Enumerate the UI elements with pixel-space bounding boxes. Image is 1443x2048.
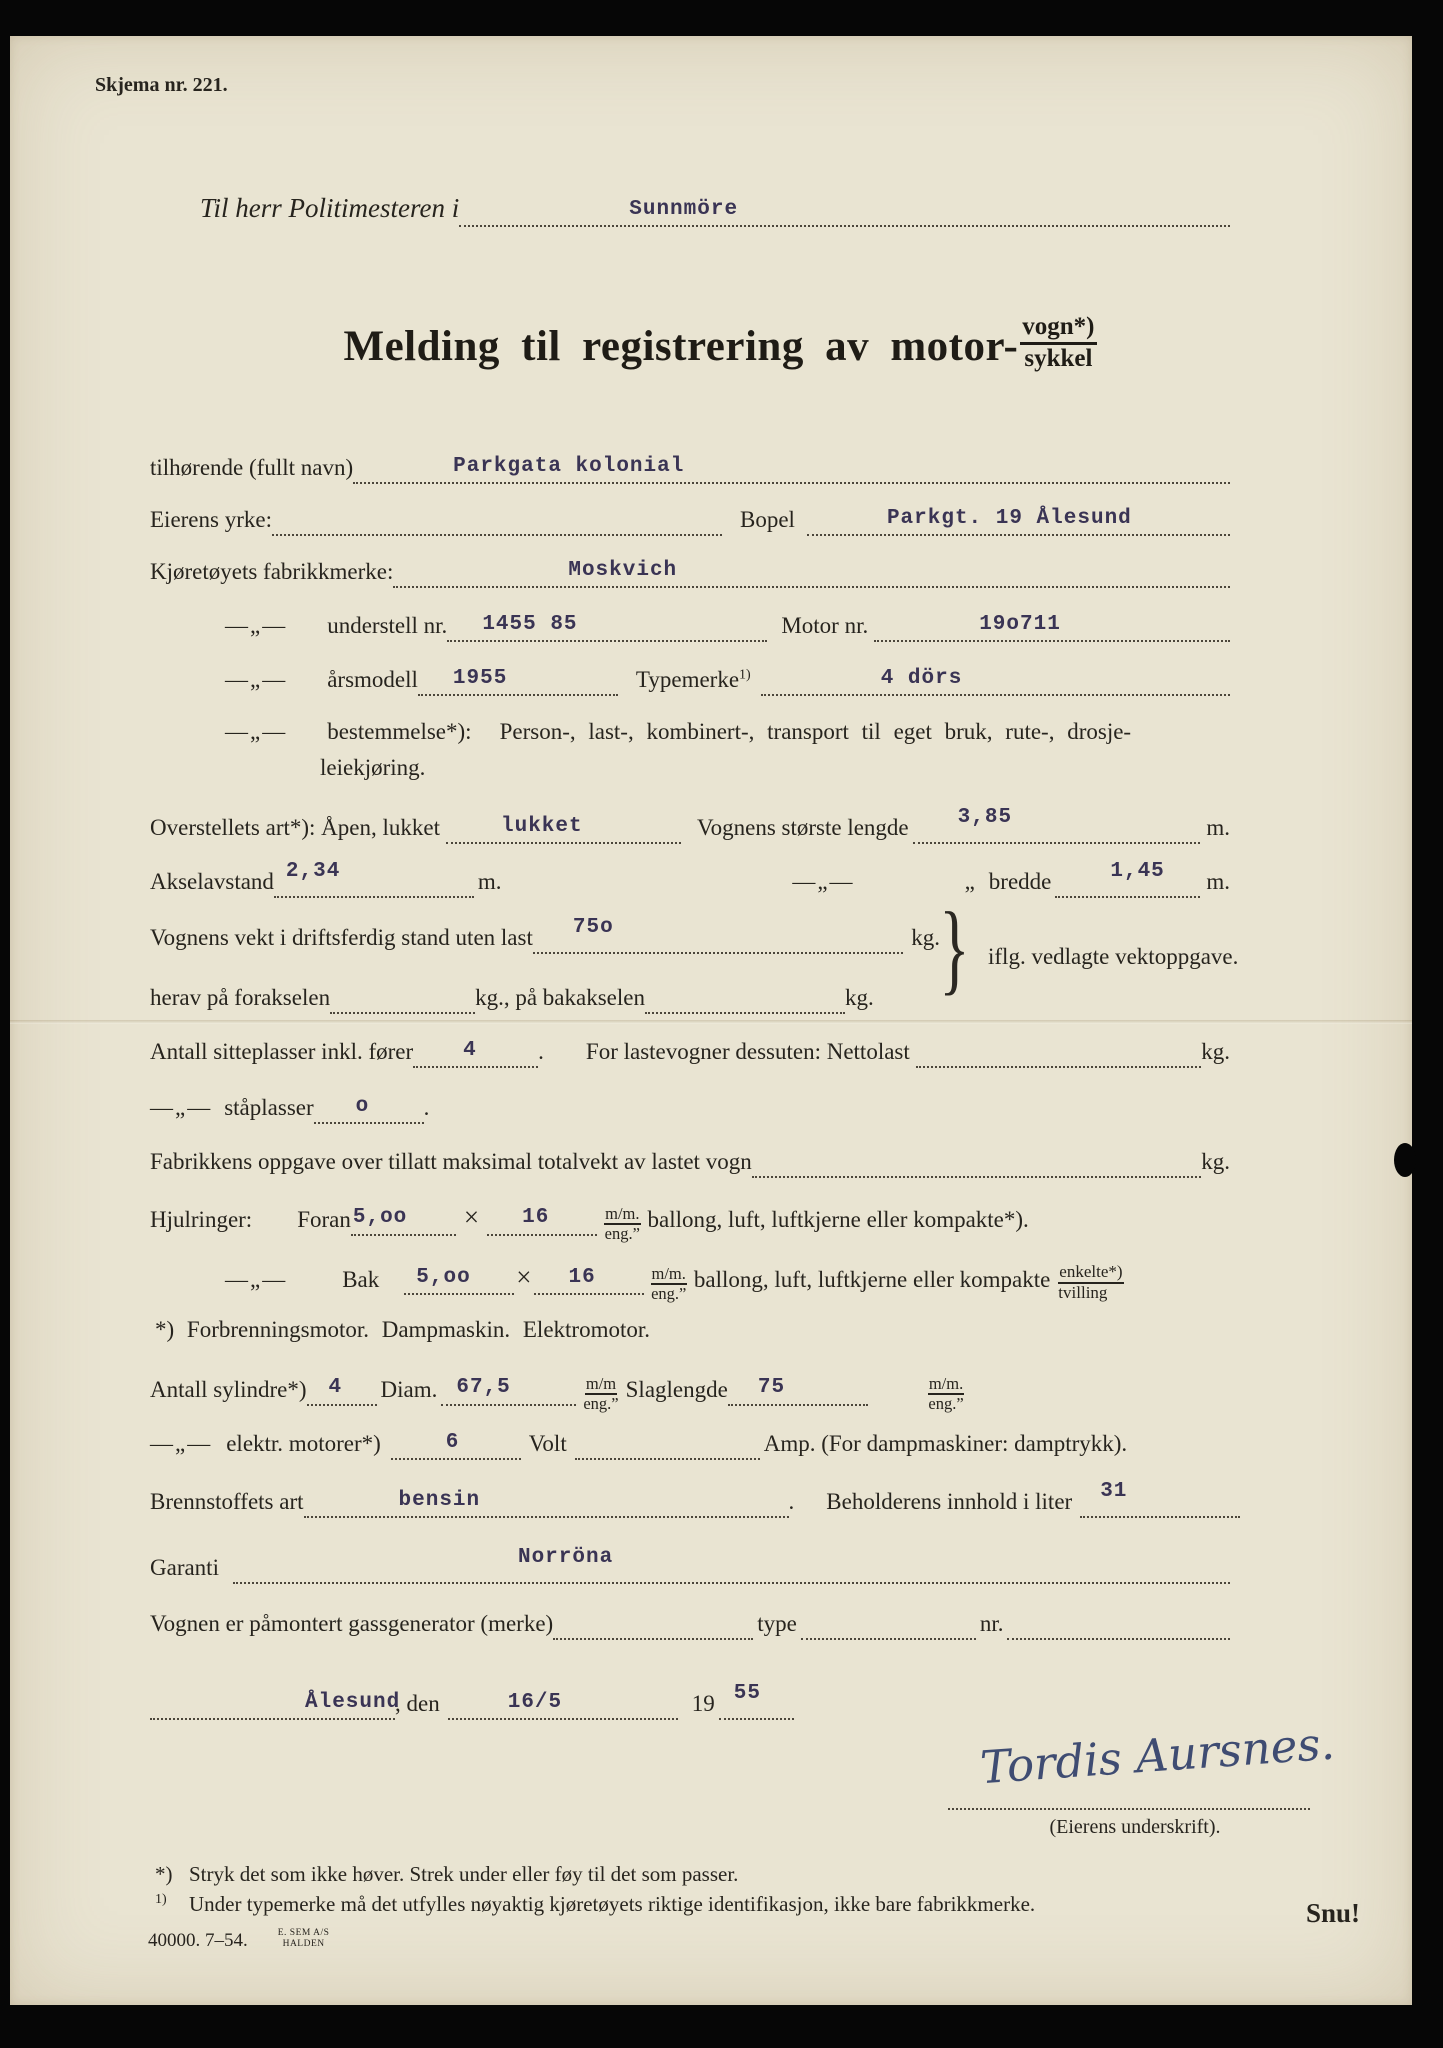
curb-weight-unit: kg.	[911, 925, 940, 951]
wheelbase-value: 2,34	[285, 859, 341, 883]
type-mark-value: 4 dörs	[880, 666, 963, 690]
date-field	[448, 1688, 678, 1720]
electric-motor-row	[150, 1428, 1230, 1460]
model-year-row	[225, 664, 1230, 696]
cylinders-label: Antall sylindre*)	[150, 1376, 307, 1402]
unit-fraction	[651, 1265, 687, 1303]
year-prefix: 19	[691, 1691, 715, 1717]
tires-front-size-value: 5,oo	[352, 1206, 408, 1230]
tank-field	[1080, 1479, 1240, 1518]
tires-front-row	[150, 1198, 1290, 1243]
ditto-mark: —„—	[150, 1431, 213, 1457]
electric-label: elektr. motorer*)	[226, 1431, 381, 1457]
tires-rear-size-value: 5,oo	[416, 1266, 471, 1290]
engine-number-field	[874, 610, 1230, 642]
seats-value: 4	[463, 1038, 477, 1062]
paper-edge-tear	[1394, 1143, 1416, 1177]
front-axle-field	[330, 982, 475, 1014]
occupation-field	[272, 504, 722, 536]
year-field	[719, 1681, 794, 1720]
tires-front-diameter-value: 16	[522, 1206, 550, 1230]
net-load-field	[916, 1036, 1201, 1068]
max-weight-field	[752, 1146, 1202, 1178]
length-value: 3,85	[957, 805, 1013, 829]
footnote-mark: *)	[155, 1862, 173, 1886]
tires-rear-diameter-field	[534, 1263, 644, 1295]
unit-fraction	[928, 1375, 964, 1413]
ditto-mark: —„—	[225, 1266, 288, 1292]
date-den-label: , den	[395, 1691, 440, 1717]
engine-type-note-text: *) Forbrenningsmotor. Dampmaskin. Elektromotor.	[155, 1317, 651, 1342]
length-field	[913, 805, 1201, 844]
wheelbase-label: Akselavstand	[150, 869, 274, 895]
fraction-bottom: eng.”	[583, 1393, 619, 1413]
diameter-value: 67,5	[456, 1376, 511, 1400]
wheelbase-unit: m.	[477, 869, 502, 895]
curb-weight-row	[150, 915, 940, 954]
ditto-mark: —„—	[225, 667, 288, 693]
purpose-row	[225, 718, 1230, 748]
gas-generator-make-field	[553, 1608, 753, 1640]
chassis-field	[447, 610, 767, 642]
seats-row	[150, 1036, 1230, 1068]
body-type-value: lukket	[500, 814, 583, 838]
handwritten-signature: Tordis Aursnes.	[978, 1716, 1337, 1795]
title-main: Melding til registrering av motor-	[343, 322, 1019, 370]
standing-value: o	[355, 1094, 370, 1118]
gas-generator-nr-label: nr.	[979, 1611, 1004, 1637]
footnote-one	[155, 1892, 1325, 1917]
footnote-asterisk	[155, 1862, 1265, 1887]
width-value: 1,45	[1110, 859, 1165, 883]
form-number: Skjema nr. 221.	[95, 74, 228, 96]
tires-front-diameter-field	[487, 1204, 597, 1236]
curb-weight-field	[533, 915, 903, 954]
make-label: Kjøretøyets fabrikkmerke:	[150, 559, 394, 585]
curb-weight-value: 75o	[572, 915, 614, 939]
max-weight-label: Fabrikkens oppgave over tillatt maksimal totalvekt av lastet vogn	[150, 1149, 752, 1175]
title-fraction-top: vogn*)	[1020, 313, 1096, 345]
single-twin-stack	[1058, 1263, 1123, 1302]
owner-row	[150, 452, 1230, 484]
standing-period: .	[423, 1095, 430, 1121]
seats-field	[413, 1036, 538, 1068]
engine-type-note	[155, 1316, 650, 1346]
chassis-row	[225, 610, 1230, 642]
width-field	[1055, 859, 1200, 898]
volt-label: Volt	[528, 1431, 567, 1457]
place-value: Ålesund	[305, 1690, 401, 1714]
addressee-label: Til herr Politimesteren i	[200, 193, 460, 223]
unit-fraction	[604, 1205, 640, 1243]
date-value: 16/5	[507, 1690, 563, 1714]
printer-name	[278, 1928, 330, 1950]
curb-weight-label: Vognens vekt i driftsferdig stand uten last	[150, 925, 533, 951]
title-fraction	[1020, 313, 1096, 374]
max-weight-row	[150, 1146, 1230, 1178]
type-mark-label: Typemerke$^{1)}$	[635, 667, 751, 693]
diameter-field	[441, 1374, 576, 1406]
addressee-value: Sunnmöre	[629, 197, 739, 221]
stroke-label: Slaglengde	[625, 1376, 728, 1402]
stack-bottom: tvilling	[1058, 1282, 1108, 1302]
residence-label: Bopel	[739, 507, 795, 533]
seats-label: Antall sitteplasser inkl. fører	[150, 1039, 414, 1065]
rear-axle-field	[645, 982, 845, 1014]
ditto-quote: „	[964, 869, 975, 895]
owner-field	[353, 452, 1230, 484]
tires-rear-size-field	[404, 1263, 514, 1295]
fraction-top: m/m.	[605, 1204, 640, 1223]
width-label: bredde	[988, 869, 1052, 895]
rear-axle-unit: kg.	[844, 985, 874, 1011]
gas-generator-label: Vognen er påmontert gassgenerator (merke)	[150, 1611, 554, 1637]
cylinders-field	[307, 1374, 377, 1406]
standing-label: ståplasser	[224, 1095, 314, 1121]
stack-top: enkelte*)	[1058, 1263, 1123, 1284]
standing-places-row	[150, 1092, 510, 1124]
occupation-label: Eierens yrke:	[150, 507, 272, 533]
fraction-top: m/m.	[651, 1263, 686, 1283]
tires-front-label: Foran	[297, 1206, 351, 1232]
tires-label: Hjulringer:	[150, 1206, 253, 1232]
length-label: Vognens største lengde	[696, 815, 909, 841]
place-field	[150, 1688, 401, 1720]
wheelbase-field	[274, 859, 474, 898]
footnote-text: Stryk det som ikke høver. Strek under eller føy til det som passer.	[189, 1862, 739, 1886]
year-value: 55	[733, 1681, 761, 1705]
length-unit: m.	[1206, 815, 1230, 841]
unit-fraction	[583, 1375, 618, 1413]
owner-value: Parkgata kolonial	[453, 454, 685, 478]
ditto-mark: —„—	[225, 613, 288, 639]
purpose-text: Person-, last-, kombinert-, transport til eget bruk, rute-, drosje-	[499, 719, 1132, 744]
printer-name-line: E. SEM A/S	[277, 1928, 330, 1938]
warranty-field	[233, 1545, 1230, 1584]
tires-front-size-field	[351, 1204, 456, 1236]
purpose-text-continued: leiekjøring.	[320, 755, 426, 780]
stroke-value: 75	[757, 1376, 786, 1400]
fraction-top: m/m.	[928, 1374, 964, 1393]
fuel-row	[150, 1479, 1240, 1518]
printer-edition: 40000. 7–54.	[148, 1930, 248, 1951]
standing-field	[314, 1092, 424, 1124]
spacer	[502, 868, 793, 898]
tank-value: 31	[1100, 1479, 1128, 1503]
volt-field	[391, 1428, 521, 1460]
times-sign: ×	[463, 1201, 480, 1232]
diameter-label: Diam.	[380, 1376, 438, 1402]
amp-field	[575, 1428, 760, 1460]
turn-page-label: Snu!	[1306, 1898, 1361, 1928]
type-mark-field	[761, 664, 1230, 696]
net-load-unit: kg.	[1201, 1039, 1230, 1065]
stroke-field	[728, 1374, 868, 1406]
body-type-label: Overstellets art*): Åpen, lukket	[150, 815, 440, 841]
gas-generator-nr-field	[1007, 1608, 1230, 1640]
warranty-row	[150, 1545, 1230, 1584]
date-row	[150, 1681, 1010, 1720]
gas-generator-type-label: type	[757, 1611, 797, 1637]
net-load-label: For lastevogner dessuten: Nettolast	[585, 1039, 910, 1065]
cylinders-row	[150, 1368, 1160, 1413]
occupation-residence-row	[150, 504, 1230, 536]
residence-field	[807, 504, 1230, 536]
cylinders-value: 4	[328, 1376, 343, 1400]
signature-line	[948, 1808, 1310, 1810]
weight-note: iflg. vedlagte vektoppgave.	[988, 944, 1239, 969]
tires-front-text: ballong, luft, luftkjerne eller kompakte*).	[647, 1206, 1029, 1232]
model-year-field	[418, 664, 618, 696]
make-row	[150, 556, 1230, 588]
body-type-field	[446, 812, 681, 844]
fuel-period: .	[788, 1489, 795, 1515]
fraction-bottom: eng.”	[604, 1223, 640, 1243]
warranty-value: Norröna	[517, 1545, 614, 1569]
purpose-label: bestemmelse*):	[327, 719, 472, 744]
addressee-row	[200, 192, 1230, 227]
owner-label: tilhørende (fullt navn)	[150, 455, 354, 481]
engine-number-label: Motor nr.	[781, 613, 869, 639]
type-mark-footnote-ref: 1)	[739, 667, 751, 683]
volt-value: 6	[445, 1430, 460, 1454]
ditto-mark: —„—	[150, 1095, 213, 1121]
footnote-text: Under typemerke må det utfylles nøyaktig kjøretøyets riktige identifikasjon, ikke bare fabrikkmerke.	[189, 1892, 1036, 1916]
ditto-mark: —„—	[225, 719, 288, 744]
signature-caption: (Eierens underskrift).	[1049, 1816, 1221, 1838]
model-year-value: 1955	[452, 666, 508, 690]
fraction-top: m/m	[585, 1374, 617, 1393]
fuel-field	[304, 1486, 789, 1518]
tires-rear-text: ballong, luft, luftkjerne eller kompakte	[693, 1266, 1051, 1292]
chassis-value: 1455 85	[482, 612, 578, 636]
gas-generator-row	[150, 1608, 1230, 1640]
make-field	[393, 556, 1230, 588]
page-title	[160, 313, 1280, 377]
title-fraction-bottom: sykkel	[1024, 344, 1093, 372]
amp-label: Amp. (For dampmaskiner: damptrykk).	[763, 1431, 1128, 1457]
tires-rear-row	[225, 1256, 1325, 1303]
warranty-label: Garanti	[150, 1555, 219, 1581]
max-weight-unit: kg.	[1201, 1149, 1230, 1175]
engine-number-value: 19o711	[979, 612, 1061, 636]
tires-rear-label: Bak	[342, 1266, 380, 1292]
make-value: Moskvich	[568, 558, 678, 582]
fuel-value: bensin	[398, 1488, 481, 1512]
fraction-bottom: eng.”	[651, 1283, 687, 1303]
front-axle-label: herav på forakselen	[150, 985, 331, 1011]
times-sign: ×	[516, 1261, 532, 1292]
curly-brace: }	[939, 892, 970, 1005]
addressee-field	[459, 195, 1230, 227]
fuel-label: Brennstoffets art	[150, 1489, 304, 1515]
printer-city-line: HALDEN	[282, 1938, 325, 1949]
paper-fold-crease	[10, 1020, 1412, 1024]
chassis-label: understell nr.	[327, 613, 448, 639]
axle-weights-row	[150, 982, 1050, 1014]
model-year-label: årsmodell	[327, 667, 418, 693]
residence-value: Parkgt. 19 Ålesund	[886, 506, 1132, 530]
ditto-mark: —„—	[792, 869, 855, 895]
fraction-bottom: eng.”	[928, 1393, 964, 1413]
body-type-row	[150, 805, 1230, 844]
seats-period: .	[538, 1039, 544, 1065]
rear-axle-label: kg., på bakakselen	[475, 985, 645, 1011]
wheelbase-row	[150, 859, 1230, 898]
footnote-mark: 1)	[155, 1892, 167, 1907]
width-unit: m.	[1206, 869, 1230, 895]
printer-imprint	[148, 1930, 329, 1952]
tires-rear-diameter-value: 16	[568, 1266, 596, 1290]
tank-label: Beholderens innhold i liter	[826, 1489, 1073, 1515]
gas-generator-type-field	[801, 1608, 976, 1640]
